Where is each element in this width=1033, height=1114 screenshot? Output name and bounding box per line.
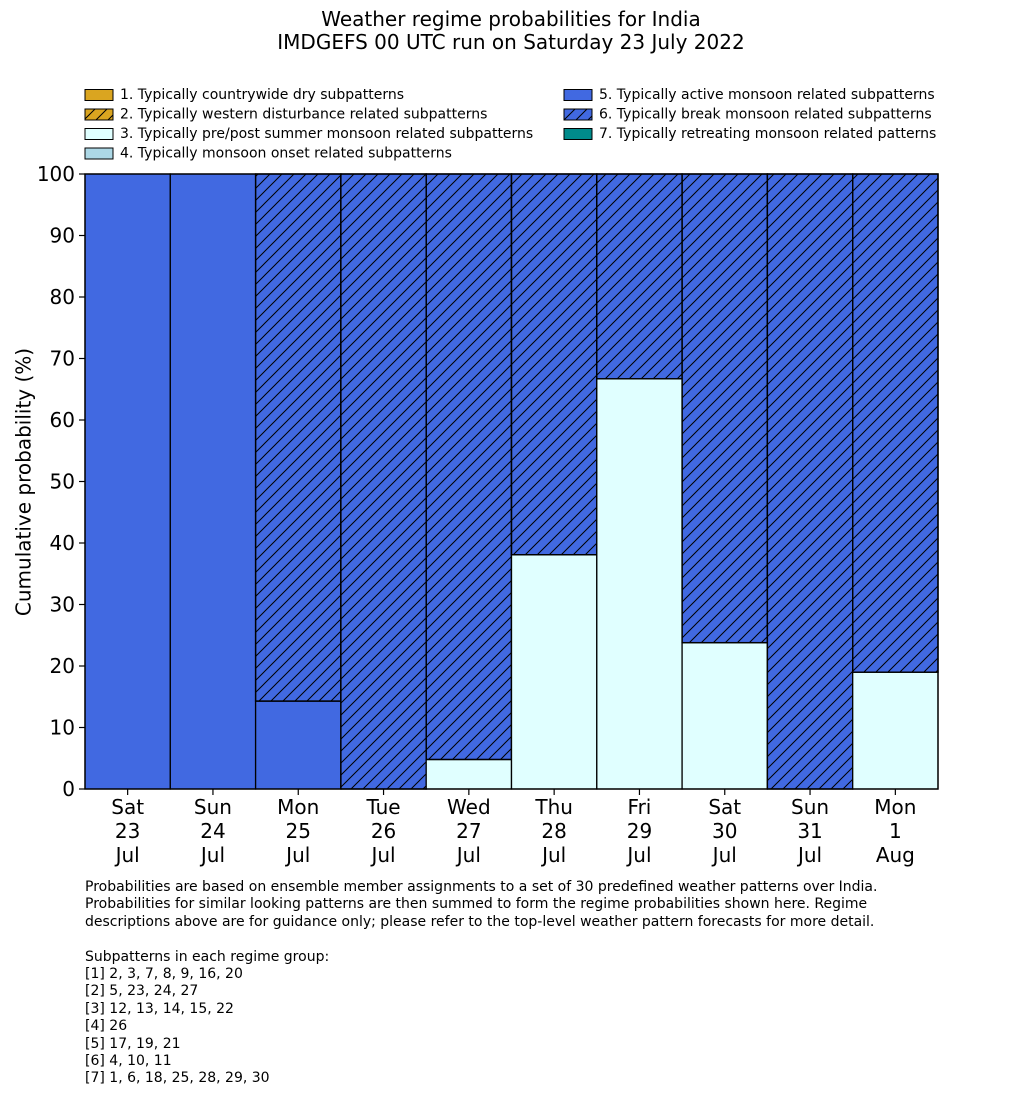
x-tick-label: 29 [626,819,653,843]
bar-segment-hatch [256,174,341,701]
x-tick-label: Jul [286,843,311,867]
group-line: [3] 12, 13, 14, 15, 22 [85,1000,234,1017]
y-tick-label: 20 [49,654,75,678]
x-tick-label: Jul [200,843,226,867]
x-tick-label: 26 [370,819,397,843]
footnote-line: descriptions above are for guidance only; please refer to the top-level weather pattern forecasts for more detail. [85,913,875,930]
bar-segment [512,555,597,789]
x-tick-label: 30 [712,819,738,843]
y-tick-label: 0 [62,777,75,801]
group-line: [5] 17, 19, 21 [85,1035,181,1052]
x-tick-label: Sun [193,795,232,819]
y-tick-label: 90 [49,223,75,248]
x-tick-label: 24 [200,819,226,843]
footnote [85,879,985,1088]
legend-label: 6. Typically break monsoon related subpatterns [599,106,932,123]
bar-segment [853,672,938,789]
legend-label: 4. Typically monsoon onset related subpatterns [120,145,452,162]
y-tick-label: 30 [49,592,75,617]
x-tick-label: Sun [791,795,830,819]
y-tick-label: 80 [49,285,75,309]
x-tick-label: Sat [111,795,145,819]
x-tick-label: Jul [542,843,567,867]
x-tick-label: 25 [285,819,311,843]
legend-swatch [85,129,113,140]
x-tick-label: 31 [797,819,823,843]
x-tick-label: Jul [712,843,737,867]
x-tick-label: Fri [627,795,652,819]
bar-segment [170,174,255,789]
bar-segment-hatch [426,174,511,759]
legend-swatch [85,148,113,159]
x-tick-label: 28 [541,819,567,843]
bar-segment-hatch [597,174,682,379]
bar-segment-hatch [512,174,597,555]
legend-swatch [85,90,113,101]
x-tick-label: 23 [114,819,141,843]
x-tick-label: Mon [277,795,320,819]
legend-label: 1. Typically countrywide dry subpatterns [120,87,405,103]
y-tick-label: 60 [49,408,75,432]
x-tick-label: Jul [627,843,652,867]
legend-swatch-hatch [564,109,592,120]
x-tick-label: Thu [535,795,573,819]
bar-segment [256,701,341,789]
x-tick-label: Jul [115,843,140,867]
bar-segment [85,174,170,789]
legend-label: 5. Typically active monsoon related subpatterns [599,87,935,103]
x-tick-label: Jul [456,843,481,867]
legend-swatch [564,90,592,101]
y-tick-label: 40 [49,531,75,555]
y-tick-label: 50 [49,469,75,494]
bar-segment-hatch [853,174,938,672]
groups-heading: Subpatterns in each regime group: [85,948,330,965]
legend-swatch [564,129,592,140]
bar-segment [682,643,767,789]
y-tick-label: 10 [49,715,75,740]
bar-segment-hatch [682,174,767,643]
x-tick-label: Jul [797,843,823,867]
group-line: [1] 2, 3, 7, 8, 9, 16, 20 [85,966,243,983]
group-line: [4] 26 [85,1018,128,1035]
x-tick-label: 1 [888,819,902,843]
footnote-line: Probabilities are based on ensemble member assignments to a set of 30 predefined weather patterns over India. [85,879,878,895]
bar-segment [426,759,511,789]
x-tick-label: 27 [456,819,482,843]
chart-subtitle: IMDGEFS 00 UTC run on Saturday 23 July 2022 [277,30,745,54]
x-tick-label: Tue [366,795,401,819]
bar-segment [597,379,682,789]
x-tick-label: Mon [874,795,917,819]
group-line: [6] 4, 10, 11 [85,1053,172,1070]
x-tick-label: Jul [371,843,396,867]
y-axis-title: Cumulative probability (%) [11,347,36,617]
bar-segment-hatch [767,174,852,789]
y-tick-label: 100 [36,162,75,186]
legend-label: 3. Typically pre/post summer monsoon related subpatterns [120,126,534,142]
legend [85,87,936,162]
bars-group [85,174,938,789]
group-line: [2] 5, 23, 24, 27 [85,983,199,1000]
legend-label: 2. Typically western disturbance related subpatterns [120,106,488,123]
bar-segment-hatch [341,174,426,789]
x-tick-label: Aug [875,843,915,867]
footnote-line: Probabilities for similar looking patterns are then summed to form the regime probabilities shown here. Regime [85,896,868,913]
chart-title: Weather regime probabilities for India [321,7,701,31]
x-tick-label: Sat [708,795,742,819]
legend-swatch-hatch [85,109,113,120]
x-tick-label: Wed [447,795,491,819]
legend-label: 7. Typically retreating monsoon related patterns [599,126,937,142]
group-line: [7] 1, 6, 18, 25, 28, 29, 30 [85,1070,270,1087]
y-tick-label: 70 [49,346,75,371]
